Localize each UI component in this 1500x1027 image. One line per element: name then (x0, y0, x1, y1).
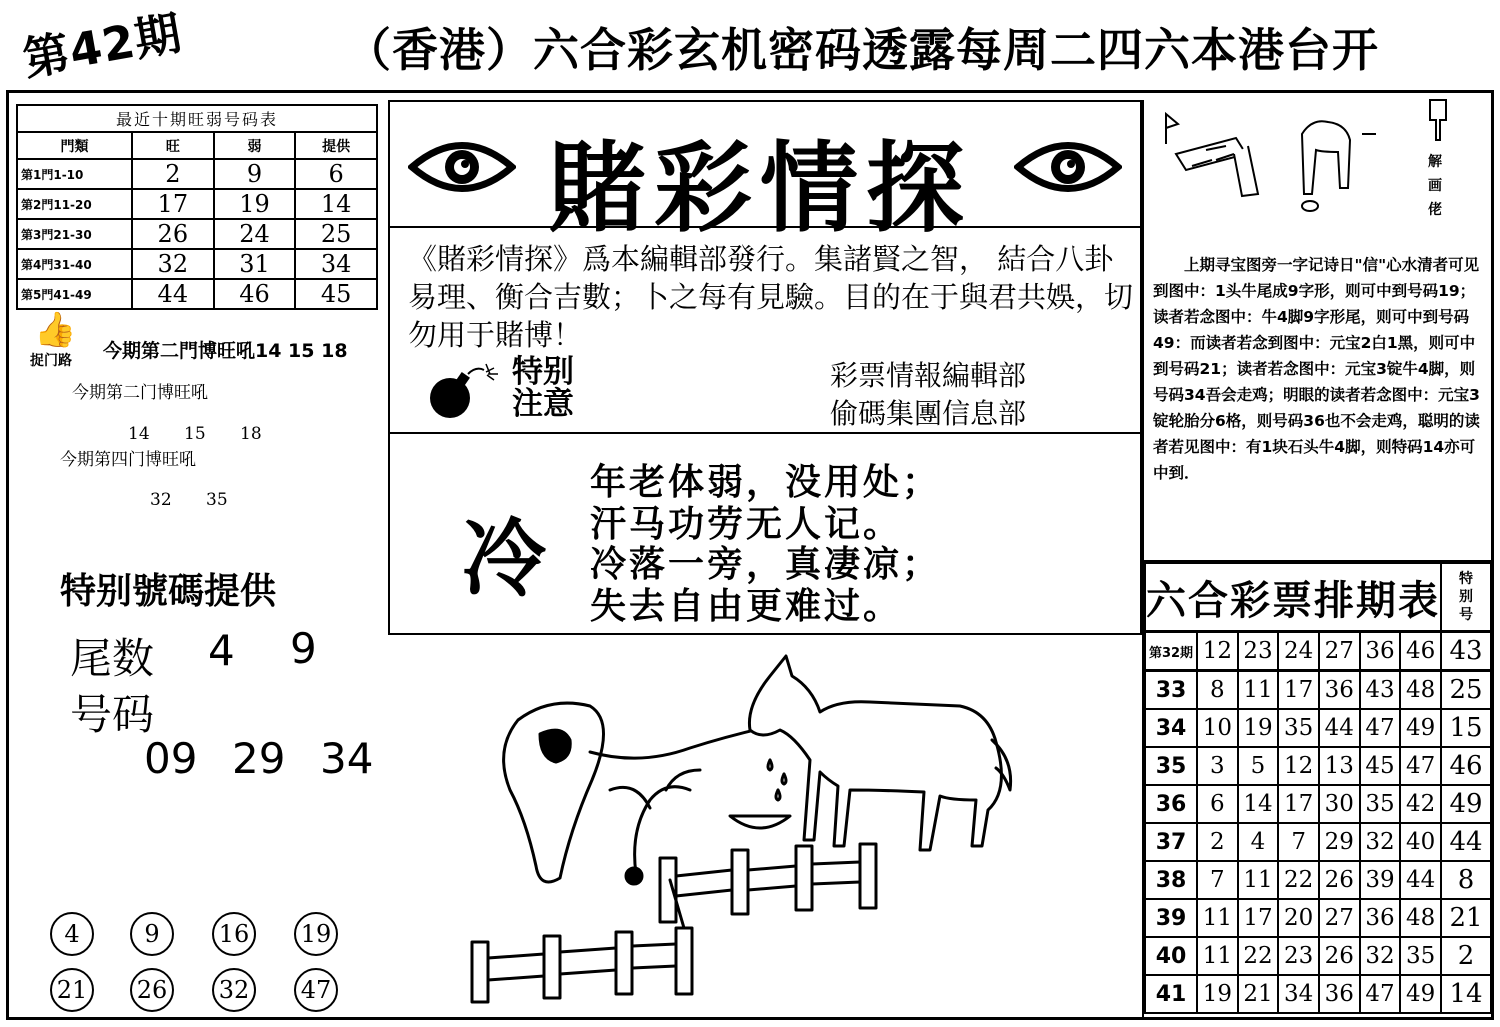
schedule-issue: 40 (1145, 937, 1197, 975)
schedule-number: 32 (1360, 823, 1401, 861)
table-row (17, 249, 377, 279)
number-circle: 32 (212, 968, 256, 1012)
schedule-number: 43 (1360, 671, 1401, 710)
schedule-number: 19 (1238, 709, 1279, 747)
code-value: 09 (144, 734, 198, 783)
schedule-issue: 36 (1145, 785, 1197, 823)
special-notice (512, 356, 574, 420)
schedule-number: 13 (1319, 747, 1360, 785)
schedule-number: 47 (1360, 975, 1401, 1013)
number-circle: 4 (50, 912, 94, 956)
door2-num: 18 (240, 424, 262, 444)
schedule-number: 22 (1278, 861, 1319, 899)
door2-text: 今期第二门博旺吼 (72, 383, 208, 403)
number-circle: 19 (294, 912, 338, 956)
schedule-number: 17 (1278, 671, 1319, 710)
cell-value: 32 (132, 249, 214, 279)
col-header: 提供 (295, 132, 377, 159)
schedule-number: 8 (1197, 671, 1238, 710)
schedule-row (1145, 975, 1491, 1013)
schedule-row (1145, 709, 1491, 747)
schedule-number: 47 (1360, 709, 1401, 747)
code-label: 号码 (70, 690, 155, 739)
hint-label-char: 画 (1428, 178, 1442, 194)
schedule-row (1145, 785, 1491, 823)
schedule-special-number: 44 (1441, 823, 1491, 861)
schedule-special-number: 46 (1441, 747, 1491, 785)
eye-icon (408, 136, 516, 198)
schedule-issue: 34 (1145, 709, 1197, 747)
schedule-number: 6 (1197, 785, 1238, 823)
schedule-row (1145, 823, 1491, 861)
cell-value: 46 (214, 279, 296, 309)
wang-line: 今期第二門博旺吼14 15 18 (103, 340, 348, 362)
special-header-char: 号 (1459, 607, 1473, 623)
cell-value: 24 (214, 219, 296, 249)
schedule-number: 47 (1400, 747, 1441, 785)
schedule-number: 3 (1197, 747, 1238, 785)
schedule-special-number: 49 (1441, 785, 1491, 823)
number-circle: 26 (130, 968, 174, 1012)
schedule-number: 45 (1360, 747, 1401, 785)
schedule-number: 23 (1278, 937, 1319, 975)
hint-text: 上期寻宝图旁一字记诗日"信"心水清者可见到图中：1头牛尾成9字形，则可中到号码19；读者若念图中：牛4脚9字形尾，则可中到号码49：而读者若念到图中：元宝2白1黑，则可中到号码21；读者若念图中：元宝3锭牛4脚，则号码34吾会走鸡；明眼的读者若念图中：元宝3锭轮胎分6格，则号码36也不会走鸡，聪明的读者若见图中：有1块石头牛4脚，则特码14亦可中到． (1153, 256, 1480, 482)
schedule-number: 44 (1400, 861, 1441, 899)
schedule-number: 24 (1278, 632, 1319, 671)
code-value: 34 (320, 734, 374, 783)
strength-table (16, 104, 378, 310)
special-numbers-title: 特别號碼提供 (60, 571, 277, 612)
schedule-number: 27 (1319, 632, 1360, 671)
schedule-number: 34 (1278, 975, 1319, 1013)
schedule-number: 11 (1197, 899, 1238, 937)
schedule-number: 2 (1197, 823, 1238, 861)
schedule-issue: 41 (1145, 975, 1197, 1013)
poem-line: 汗马功劳无人记。 (590, 504, 903, 545)
schedule-issue: 33 (1145, 671, 1197, 710)
schedule-issue: 38 (1145, 861, 1197, 899)
schedule-number: 39 (1360, 861, 1401, 899)
schedule-number: 21 (1238, 975, 1279, 1013)
table-row (17, 279, 377, 309)
schedule-special-number: 2 (1441, 937, 1491, 975)
treasure-hunt-picture (1152, 104, 1412, 224)
schedule-number: 19 (1197, 975, 1238, 1013)
schedule-number: 36 (1360, 632, 1401, 671)
schedule-number: 35 (1278, 709, 1319, 747)
hint-label-char: 佬 (1428, 202, 1442, 218)
cell-value: 14 (295, 189, 377, 219)
schedule-number: 5 (1238, 747, 1279, 785)
row-label: 第2門11-20 (17, 189, 132, 219)
door2-num: 14 (128, 424, 150, 444)
department-name: 偷碼集團信息部 (830, 397, 1027, 430)
row-label: 第1門1-10 (17, 159, 132, 189)
row-label: 第5門41-49 (17, 279, 132, 309)
poem-line: 失去自由更难过。 (590, 586, 903, 627)
schedule-row (1145, 671, 1491, 710)
cell-value: 25 (295, 219, 377, 249)
col-header: 弱 (214, 132, 296, 159)
table-row (17, 219, 377, 249)
schedule-special-number: 25 (1441, 671, 1491, 710)
masthead-title: 賭彩情探 (548, 131, 973, 246)
intro-paragraph: 《賭彩情探》爲本編輯部發行。集諸賢之智， 結合八卦易理、衡合吉數；卜之每有見驗。目的在于與君共娛，切勿用于賭博！ (408, 242, 1134, 352)
hint-label (1428, 150, 1448, 222)
schedule-special-number: 8 (1441, 861, 1491, 899)
cell-value: 45 (295, 279, 377, 309)
pointing-hand-icon (1424, 96, 1454, 146)
table-row (17, 159, 377, 189)
page-headline: （香港）六合彩玄机密码透露每周二四六本港台开 (345, 23, 1379, 77)
schedule-number: 49 (1400, 975, 1441, 1013)
schedule-number: 22 (1238, 937, 1279, 975)
cell-value: 34 (295, 249, 377, 279)
schedule-special-number: 14 (1441, 975, 1491, 1013)
special-notice-line: 注意 (512, 386, 574, 422)
schedule-number: 4 (1238, 823, 1279, 861)
schedule-row (1145, 937, 1491, 975)
schedule-number: 48 (1400, 671, 1441, 710)
schedule-number: 42 (1400, 785, 1441, 823)
schedule-number: 23 (1238, 632, 1279, 671)
schedule-number: 12 (1197, 632, 1238, 671)
schedule-issue: 39 (1145, 899, 1197, 937)
door2-num: 15 (184, 424, 206, 444)
number-circle: 47 (294, 968, 338, 1012)
poem-line: 年老体弱，没用处； (590, 462, 942, 503)
schedule-number: 29 (1319, 823, 1360, 861)
number-circle: 16 (212, 912, 256, 956)
schedule-number: 44 (1319, 709, 1360, 747)
schedule-number: 11 (1238, 861, 1279, 899)
schedule-number: 17 (1278, 785, 1319, 823)
door4-text: 今期第四门博旺吼 (60, 450, 196, 470)
cell-value: 44 (132, 279, 214, 309)
schedule-number: 17 (1238, 899, 1279, 937)
cell-value: 31 (214, 249, 296, 279)
schedule-row (1145, 861, 1491, 899)
department-name: 彩票情報編輯部 (830, 359, 1027, 392)
schedule-special-header (1442, 570, 1490, 624)
riddle-illustration (440, 640, 1040, 1020)
schedule-number: 30 (1319, 785, 1360, 823)
cold-character: 冷 (462, 510, 547, 608)
thumbs-up-icon: 👍 (34, 310, 77, 350)
schedule-number: 12 (1278, 747, 1319, 785)
schedule-number: 20 (1278, 899, 1319, 937)
special-header-char: 特 (1459, 571, 1473, 587)
cell-value: 26 (132, 219, 214, 249)
number-circle: 9 (130, 912, 174, 956)
col-header: 旺 (132, 132, 214, 159)
schedule-number: 10 (1197, 709, 1238, 747)
schedule-special-number: 43 (1441, 632, 1491, 671)
schedule-number: 7 (1197, 861, 1238, 899)
poem-line: 冷落一旁，真凄凉； (590, 544, 942, 585)
schedule-number: 32 (1360, 937, 1401, 975)
schedule-number: 49 (1400, 709, 1441, 747)
schedule-number: 27 (1319, 899, 1360, 937)
door4-num: 35 (206, 490, 228, 510)
schedule-number: 35 (1400, 937, 1441, 975)
divider (388, 432, 1142, 434)
cell-value: 9 (214, 159, 296, 189)
road-label: 捉门路 (30, 353, 72, 369)
schedule-number: 26 (1319, 861, 1360, 899)
schedule-number: 48 (1400, 899, 1441, 937)
schedule-table (1144, 562, 1492, 1014)
cell-value: 17 (132, 189, 214, 219)
schedule-row (1145, 899, 1491, 937)
cell-value: 6 (295, 159, 377, 189)
table-row (17, 189, 377, 219)
row-label: 第4門31-40 (17, 249, 132, 279)
row-label: 第3門21-30 (17, 219, 132, 249)
schedule-row (1145, 747, 1491, 785)
schedule-issue: 第32期 (1145, 632, 1197, 671)
hint-label-char: 解 (1428, 154, 1442, 170)
number-circle: 21 (50, 968, 94, 1012)
schedule-number: 11 (1238, 671, 1279, 710)
tail-value: 4 (208, 626, 235, 675)
schedule-row (1145, 632, 1491, 671)
cell-value: 19 (214, 189, 296, 219)
schedule-number: 36 (1319, 671, 1360, 710)
schedule-number: 7 (1278, 823, 1319, 861)
cell-value: 2 (132, 159, 214, 189)
tail-label: 尾数 (70, 634, 155, 683)
schedule-number: 40 (1400, 823, 1441, 861)
schedule-title: 六合彩票排期表 (1146, 576, 1440, 624)
schedule-number: 35 (1360, 785, 1401, 823)
schedule-issue: 37 (1145, 823, 1197, 861)
schedule-number: 14 (1238, 785, 1279, 823)
eye-icon (1014, 136, 1122, 198)
schedule-special-number: 21 (1441, 899, 1491, 937)
special-notice-line: 特别 (512, 354, 574, 390)
schedule-special-number: 15 (1441, 709, 1491, 747)
special-header-char: 别 (1459, 589, 1473, 605)
door4-num: 32 (150, 490, 172, 510)
tail-value: 9 (290, 624, 317, 673)
schedule-number: 36 (1319, 975, 1360, 1013)
schedule-number: 36 (1360, 899, 1401, 937)
schedule-issue: 35 (1145, 747, 1197, 785)
col-header: 門類 (17, 132, 132, 159)
schedule-number: 11 (1197, 937, 1238, 975)
schedule-number: 46 (1400, 632, 1441, 671)
issue-number: 第42期 (19, 5, 187, 87)
code-value: 29 (232, 734, 286, 783)
schedule-number: 26 (1319, 937, 1360, 975)
bomb-icon (428, 362, 508, 422)
strength-table-caption: 最近十期旺弱号码表 (17, 105, 377, 132)
